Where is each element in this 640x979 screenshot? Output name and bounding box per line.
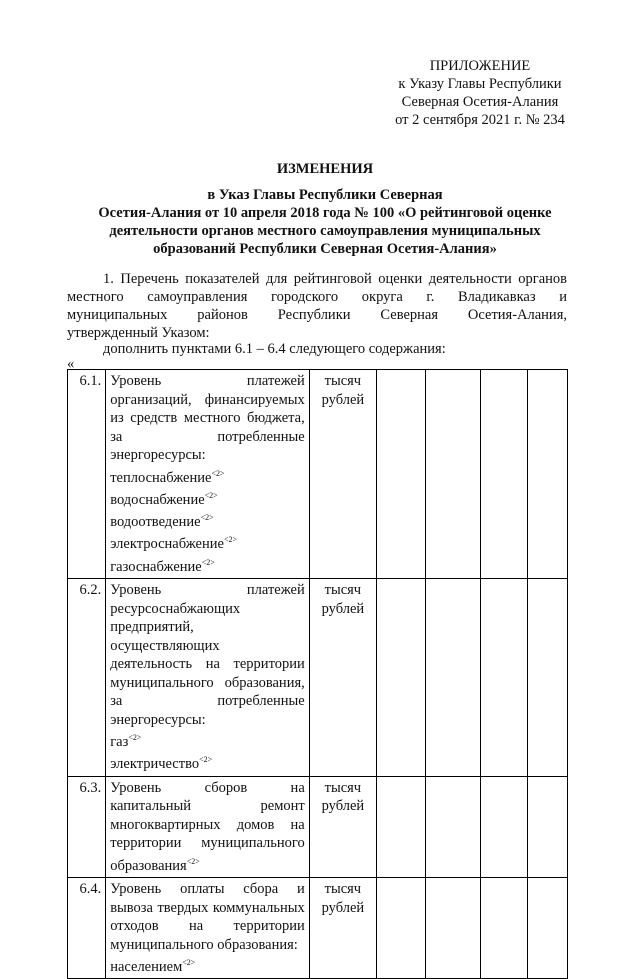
indicator-subitem: газоснабжение$^{<2>}$ <box>110 557 215 575</box>
indicator-subitem: электричество$^{<2>}$ <box>110 755 213 773</box>
footnote-marker: <2> <box>201 557 215 567</box>
empty-cell <box>377 878 426 979</box>
appendix-line: к Указу Главы Республики <box>398 76 562 92</box>
appendix-block <box>380 57 580 129</box>
empty-cell <box>377 776 426 877</box>
paragraph-1 <box>67 270 567 342</box>
indicator-name <box>106 878 310 979</box>
heading-title: ИЗМЕНЕНИЯ <box>276 161 374 177</box>
row-number: 6.4. <box>68 878 106 979</box>
empty-cell <box>426 370 480 579</box>
appendix-date: от 2 сентября 2021 г. № 234 <box>395 112 565 128</box>
unit-of-measure: тысяч рублей <box>309 579 376 777</box>
row-number: 6.1. <box>68 370 106 579</box>
empty-cell <box>426 878 480 979</box>
empty-cell <box>528 370 568 579</box>
indicator-subitem: газ$^{<2>}$ <box>110 733 142 750</box>
heading-line: в Указ Главы Республики Северная <box>207 187 443 203</box>
table-row <box>68 579 568 777</box>
indicator-subitem: электроснабжение$^{<2>}$ <box>110 535 237 553</box>
empty-cell <box>528 878 568 979</box>
heading-line: образований Республики Северная Осетия-Алания» <box>153 241 497 257</box>
indicator-description: Уровень платежей ресурсоснабжающих предприятий, осуществляющих деятельность на территории муниципального образования, за потребленные энергоресурсы: <box>110 582 305 728</box>
indicator-name <box>106 776 310 877</box>
indicator-description: Уровень платежей организаций, финансируемых из средств местного бюджета, за потребленные энергоресурсы: <box>110 373 305 463</box>
table-row <box>68 878 568 979</box>
unit-of-measure: тысяч рублей <box>309 878 376 979</box>
indicator-subitem: теплоснабжение$^{<2>}$ <box>110 468 225 486</box>
empty-cell <box>480 878 528 979</box>
empty-cell <box>377 370 426 579</box>
footnote-marker: <2> <box>211 468 225 478</box>
footnote-marker: <2> <box>182 958 196 968</box>
indicator-subitem: населением$^{<2>}$ <box>110 958 196 975</box>
table-row <box>68 776 568 877</box>
empty-cell <box>377 579 426 777</box>
indicator-description: Уровень сборов на капитальный ремонт многоквартирных домов на территории муниципального образования$^{<2>}$ <box>110 779 305 874</box>
footnote-marker: <2> <box>204 490 218 500</box>
opening-quote: « <box>67 356 75 372</box>
indicator-subitem: водоотведение$^{<2>}$ <box>110 513 214 530</box>
empty-cell <box>426 776 480 877</box>
footnote-marker: <2> <box>223 535 237 545</box>
paragraph-line: местного самоуправления городского округа г. Владикавказ и <box>67 289 567 305</box>
indicator-name <box>106 370 310 579</box>
appendix-line: Северная Осетия-Алания <box>401 94 559 110</box>
document-heading <box>60 160 590 258</box>
footnote-marker: <2> <box>199 755 213 765</box>
empty-cell <box>480 370 528 579</box>
indicator-description: Уровень оплаты сбора и вывоза твердых коммунальных отходов на территории муниципального образования: <box>110 881 305 953</box>
footnote-marker: <2> <box>186 856 200 866</box>
paragraph-2: дополнить пунктами 6.1 – 6.4 следующего содержания: <box>103 341 446 357</box>
row-number: 6.2. <box>68 579 106 777</box>
footnote-marker: <2> <box>200 513 214 523</box>
heading-line: деятельности органов местного самоуправления муниципальных <box>109 223 541 239</box>
footnote-marker: <2> <box>128 733 142 743</box>
table-row <box>68 370 568 579</box>
empty-cell <box>426 579 480 777</box>
paragraph-line: муниципальных районов Республики Северная Осетия-Алания, <box>67 307 567 323</box>
unit-of-measure: тысяч рублей <box>309 370 376 579</box>
row-number: 6.3. <box>68 776 106 877</box>
heading-line: Осетия-Алания от 10 апреля 2018 года № 100 «О рейтинговой оценке <box>98 205 552 221</box>
paragraph-line: 1. Перечень показателей для рейтинговой оценки деятельности органов <box>103 271 567 287</box>
indicator-name <box>106 579 310 777</box>
empty-cell <box>480 776 528 877</box>
indicator-subitem: водоснабжение$^{<2>}$ <box>110 490 218 508</box>
unit-of-measure: тысяч рублей <box>309 776 376 877</box>
empty-cell <box>528 776 568 877</box>
empty-cell <box>480 579 528 777</box>
indicators-table <box>67 369 568 979</box>
paragraph-line: утвержденный Указом: <box>67 325 210 341</box>
appendix-title: ПРИЛОЖЕНИЕ <box>429 58 531 74</box>
empty-cell <box>528 579 568 777</box>
